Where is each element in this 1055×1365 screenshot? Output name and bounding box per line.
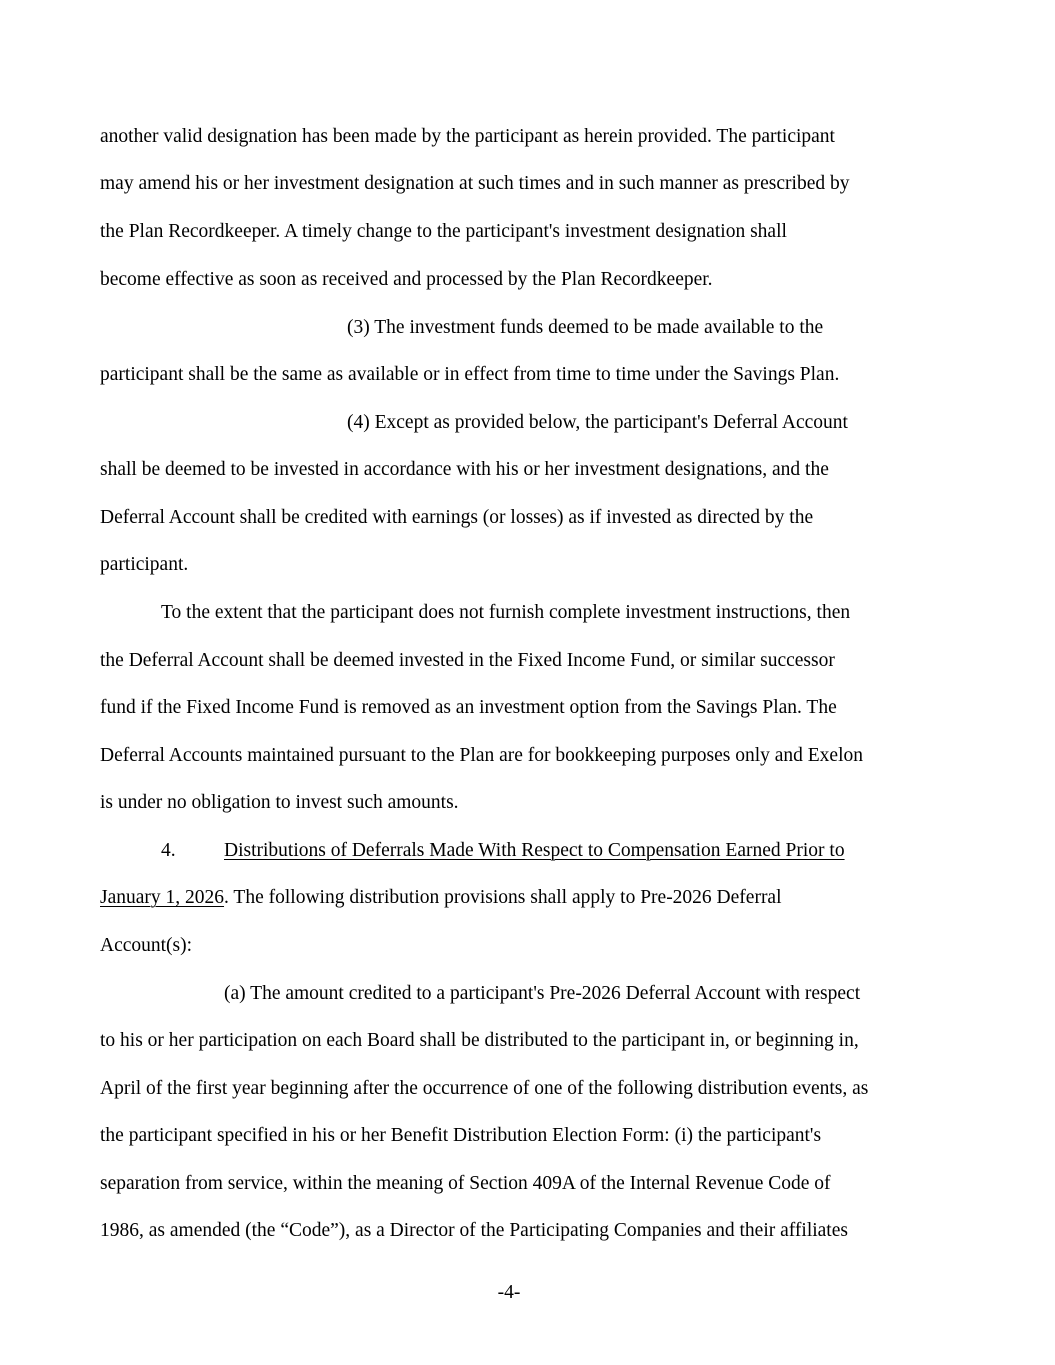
section-heading-line — [100, 886, 782, 910]
text-line: fund if the Fixed Income Fund is removed as an investment option from the Savings Plan. The — [100, 697, 837, 718]
text-line: participant shall be the same as available or in effect from time to time under the Savings Plan. — [100, 364, 840, 385]
section-number: 4. — [161, 840, 176, 861]
text-line: to his or her participation on each Board shall be distributed to the participant in, or beginning in, — [100, 1030, 859, 1051]
text-line: the participant specified in his or her Benefit Distribution Election Form: (i) the participant's — [100, 1125, 822, 1146]
section-intro: . The following distribution provisions shall apply to Pre-2026 Deferral — [224, 887, 782, 908]
text-line-indented: (4) Except as provided below, the participant's Deferral Account — [347, 412, 848, 433]
text-line: shall be deemed to be invested in accordance with his or her investment designations, and the — [100, 459, 829, 480]
text-line: separation from service, within the meaning of Section 409A of the Internal Revenue Code of — [100, 1173, 831, 1194]
text-line-indented: (3) The investment funds deemed to be made available to the — [347, 317, 824, 338]
text-line-indented: (a) The amount credited to a participant's Pre-2026 Deferral Account with respect — [224, 983, 861, 1004]
text-line: the Plan Recordkeeper. A timely change to the participant's investment designation shall — [100, 221, 787, 242]
page-number: -4- — [497, 1282, 521, 1303]
text-line: 1986, as amended (the “Code”), as a Director of the Participating Companies and their affiliates — [100, 1220, 848, 1241]
text-line: may amend his or her investment designation at such times and in such manner as prescribed by — [100, 173, 850, 194]
text-line: Deferral Accounts maintained pursuant to the Plan are for bookkeeping purposes only and Exelon — [100, 745, 863, 766]
section-heading-date: January 1, 2026 — [100, 887, 225, 908]
text-line: another valid designation has been made by the participant as herein provided. The participant — [100, 126, 835, 147]
section-heading: Distributions of Deferrals Made With Respect to Compensation Earned Prior to — [224, 840, 845, 861]
text-line: participant. — [100, 554, 189, 575]
text-line-indented: To the extent that the participant does not furnish complete investment instructions, then — [161, 602, 851, 623]
text-line: is under no obligation to invest such amounts. — [100, 792, 459, 813]
text-line: become effective as soon as received and processed by the Plan Recordkeeper. — [100, 269, 713, 290]
text-line: Account(s): — [100, 935, 193, 956]
text-line: April of the first year beginning after the occurrence of one of the following distribution events, as — [100, 1078, 869, 1099]
text-line: the Deferral Account shall be deemed invested in the Fixed Income Fund, or similar successor — [100, 650, 835, 671]
text-line: Deferral Account shall be credited with earnings (or losses) as if invested as directed by the — [100, 507, 814, 528]
